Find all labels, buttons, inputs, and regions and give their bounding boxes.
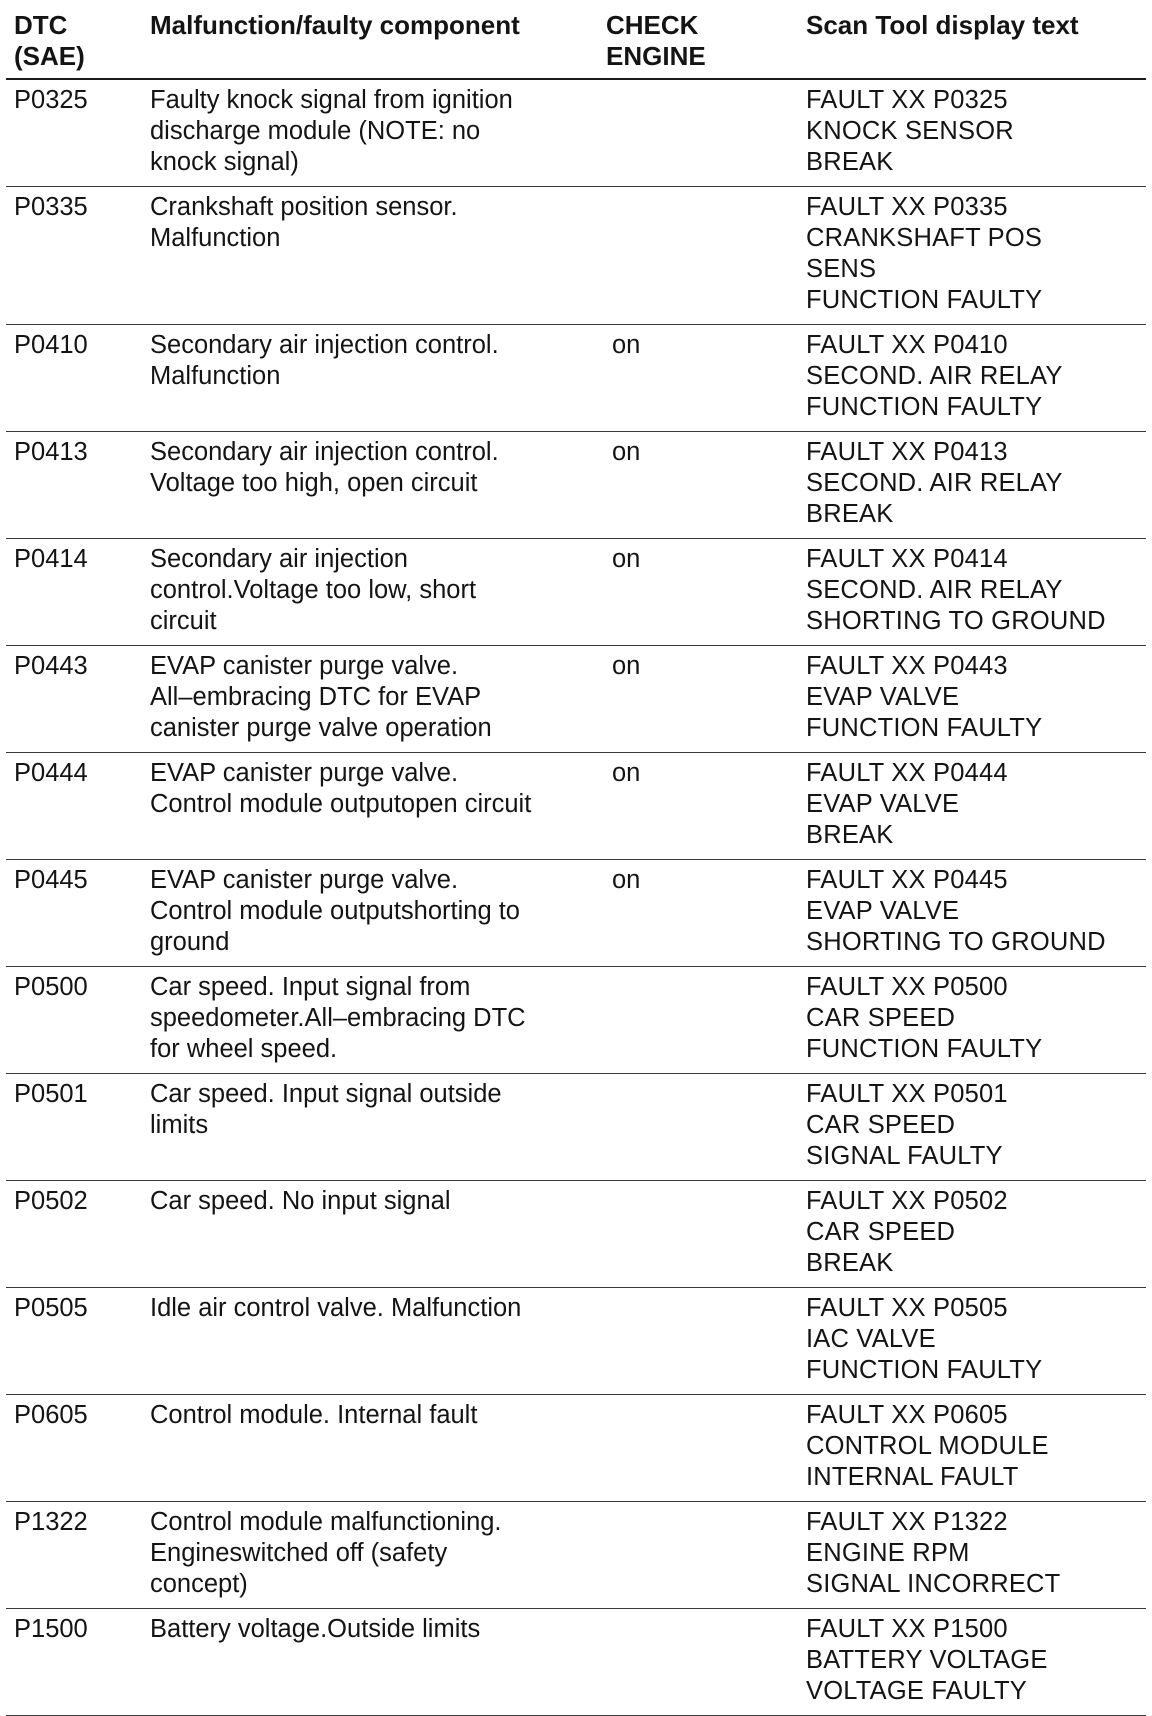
check-engine-status: on xyxy=(598,646,798,753)
dtc-code: P0445 xyxy=(6,860,142,967)
check-engine-status xyxy=(598,1609,798,1716)
faulty-component: Idle air control valve. Malfunction xyxy=(142,1288,598,1395)
table-row xyxy=(6,967,1146,1074)
table-header xyxy=(6,0,1146,79)
check-engine-status: on xyxy=(598,860,798,967)
dtc-code: P0500 xyxy=(6,967,142,1074)
faulty-component: Battery voltage.Outside limits xyxy=(142,1609,598,1716)
faulty-component: Control module. Internal fault xyxy=(142,1395,598,1502)
table-row xyxy=(6,860,1146,967)
dtc-code: P0502 xyxy=(6,1181,142,1288)
scan-tool-text: FAULT XX P1322 ENGINE RPM SIGNAL INCORRECT xyxy=(798,1502,1146,1609)
dtc-code: P0605 xyxy=(6,1395,142,1502)
check-engine-status: on xyxy=(598,753,798,860)
scan-tool-text: FAULT XX P1500 BATTERY VOLTAGE VOLTAGE FAULTY xyxy=(798,1609,1146,1716)
table-row xyxy=(6,646,1146,753)
check-engine-status: on xyxy=(598,539,798,646)
table-row xyxy=(6,753,1146,860)
header-dtc: DTC (SAE) xyxy=(6,0,142,79)
dtc-code: P0505 xyxy=(6,1288,142,1395)
table-row xyxy=(6,539,1146,646)
faulty-component: EVAP canister purge valve. All–embracing DTC for EVAP canister purge valve operation xyxy=(142,646,598,753)
header-scan-tool-text: Scan Tool display text xyxy=(798,0,1146,79)
scan-tool-text: FAULT XX P0502 CAR SPEED BREAK xyxy=(798,1181,1146,1288)
dtc-code: P0413 xyxy=(6,432,142,539)
dtc-code: P0335 xyxy=(6,187,142,325)
scan-tool-text: FAULT XX P0505 IAC VALVE FUNCTION FAULTY xyxy=(798,1288,1146,1395)
faulty-component: Car speed. Input signal outside limits xyxy=(142,1074,598,1181)
table-row xyxy=(6,1609,1146,1716)
header-component: Malfunction/faulty component xyxy=(142,0,598,79)
check-engine-status xyxy=(598,1181,798,1288)
check-engine-status: on xyxy=(598,432,798,539)
dtc-code: P0410 xyxy=(6,325,142,432)
dtc-code: P0501 xyxy=(6,1074,142,1181)
dtc-code: P0414 xyxy=(6,539,142,646)
table-row xyxy=(6,79,1146,187)
header-row xyxy=(6,0,1146,79)
scan-tool-text: FAULT XX P0445 EVAP VALVE SHORTING TO GROUND xyxy=(798,860,1146,967)
scan-tool-text: FAULT XX P0605 CONTROL MODULE INTERNAL FAULT xyxy=(798,1395,1146,1502)
check-engine-status: on xyxy=(598,325,798,432)
table-row xyxy=(6,1181,1146,1288)
faulty-component: Crankshaft position sensor. Malfunction xyxy=(142,187,598,325)
check-engine-status xyxy=(598,187,798,325)
faulty-component: Faulty knock signal from ignition discharge module (NOTE: no knock signal) xyxy=(142,79,598,187)
dtc-code: P0443 xyxy=(6,646,142,753)
faulty-component: Car speed. No input signal xyxy=(142,1181,598,1288)
scan-tool-text: FAULT XX P0500 CAR SPEED FUNCTION FAULTY xyxy=(798,967,1146,1074)
check-engine-status xyxy=(598,79,798,187)
check-engine-status xyxy=(598,1395,798,1502)
scan-tool-text: FAULT XX P0444 EVAP VALVE BREAK xyxy=(798,753,1146,860)
faulty-component: EVAP canister purge valve. Control module outputshorting to ground xyxy=(142,860,598,967)
table-row xyxy=(6,1288,1146,1395)
check-engine-status xyxy=(598,1502,798,1609)
faulty-component: EVAP canister purge valve. Control module outputopen circuit xyxy=(142,753,598,860)
faulty-component: Secondary air injection control. Malfunction xyxy=(142,325,598,432)
table-body xyxy=(6,79,1146,1716)
scan-tool-text: FAULT XX P0325 KNOCK SENSOR BREAK xyxy=(798,79,1146,187)
scan-tool-text: FAULT XX P0501 CAR SPEED SIGNAL FAULTY xyxy=(798,1074,1146,1181)
table-row xyxy=(6,1395,1146,1502)
table-row xyxy=(6,1502,1146,1609)
scan-tool-text: FAULT XX P0443 EVAP VALVE FUNCTION FAULTY xyxy=(798,646,1146,753)
check-engine-status xyxy=(598,1288,798,1395)
faulty-component: Secondary air injection control.Voltage too low, short circuit xyxy=(142,539,598,646)
dtc-table xyxy=(6,0,1146,1716)
dtc-code: P0444 xyxy=(6,753,142,860)
scan-tool-text: FAULT XX P0410 SECOND. AIR RELAY FUNCTION FAULTY xyxy=(798,325,1146,432)
faulty-component: Control module malfunctioning. Engineswitched off (safety concept) xyxy=(142,1502,598,1609)
table-row xyxy=(6,325,1146,432)
table-row xyxy=(6,432,1146,539)
check-engine-status xyxy=(598,967,798,1074)
scan-tool-text: FAULT XX P0413 SECOND. AIR RELAY BREAK xyxy=(798,432,1146,539)
table-row xyxy=(6,1074,1146,1181)
faulty-component: Car speed. Input signal from speedometer.All–embracing DTC for wheel speed. xyxy=(142,967,598,1074)
dtc-code: P1322 xyxy=(6,1502,142,1609)
table-row xyxy=(6,187,1146,325)
scan-tool-text: FAULT XX P0335 CRANKSHAFT POS SENS FUNCTION FAULTY xyxy=(798,187,1146,325)
dtc-code: P1500 xyxy=(6,1609,142,1716)
scan-tool-text: FAULT XX P0414 SECOND. AIR RELAY SHORTING TO GROUND xyxy=(798,539,1146,646)
faulty-component: Secondary air injection control. Voltage too high, open circuit xyxy=(142,432,598,539)
check-engine-status xyxy=(598,1074,798,1181)
dtc-code: P0325 xyxy=(6,79,142,187)
header-check-engine: CHECK ENGINE xyxy=(598,0,798,79)
